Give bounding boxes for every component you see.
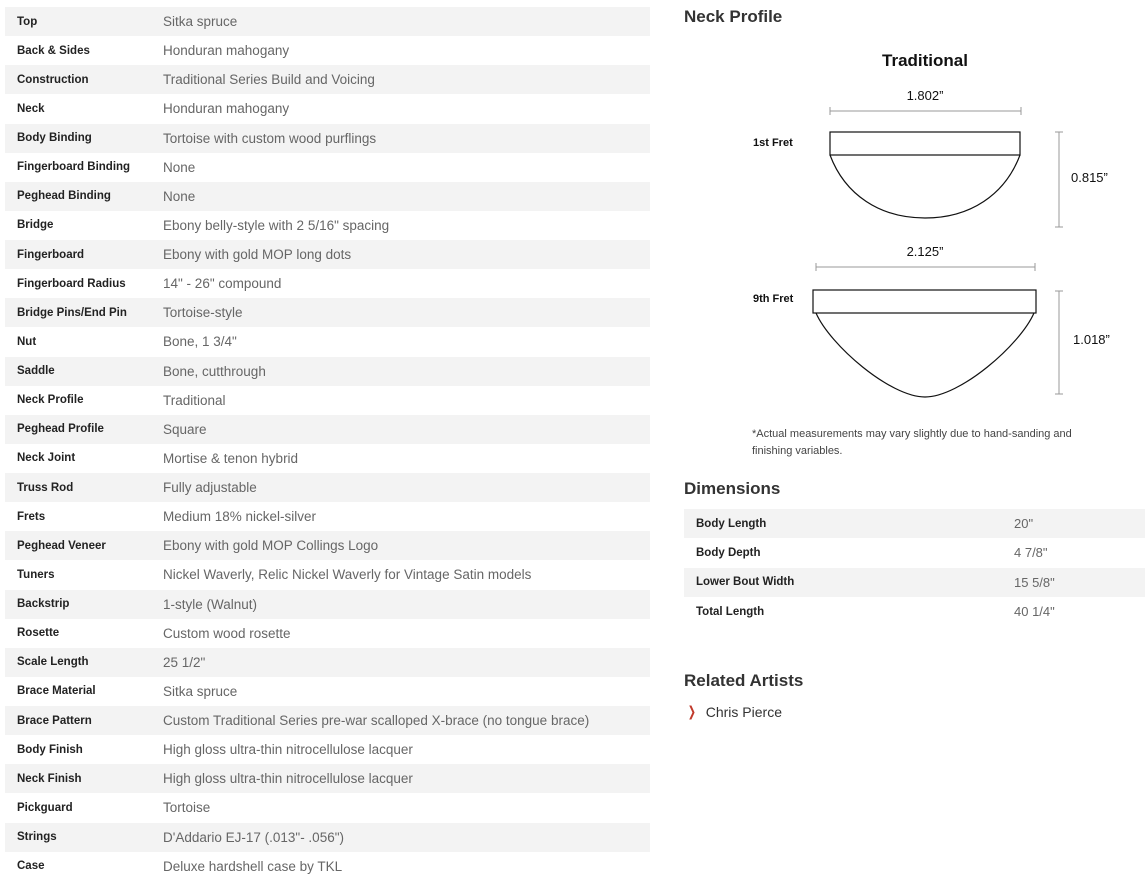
spec-row bbox=[5, 531, 650, 560]
dimension-value: 20" bbox=[1014, 516, 1034, 532]
spec-row bbox=[5, 706, 650, 735]
spec-row bbox=[5, 327, 650, 356]
spec-row bbox=[5, 823, 650, 852]
spec-row bbox=[5, 240, 650, 269]
dimension-name: Total Length bbox=[696, 605, 765, 618]
spec-value: 1-style (Walnut) bbox=[163, 596, 258, 612]
dimension-row bbox=[684, 568, 1145, 597]
spec-value: 14" - 26" compound bbox=[163, 276, 282, 292]
spec-value: 25 1/2" bbox=[163, 654, 206, 670]
spec-label: Neck Profile bbox=[17, 394, 84, 407]
spec-value: D'Addario EJ-17 (.013"- .056") bbox=[163, 829, 344, 845]
spec-label: Body Binding bbox=[17, 132, 92, 145]
spec-label: Tuners bbox=[17, 568, 55, 581]
spec-label: Frets bbox=[17, 510, 46, 523]
spec-row bbox=[5, 182, 650, 211]
spec-value: High gloss ultra-thin nitrocellulose lacquer bbox=[163, 742, 413, 758]
neck-profile-diagram bbox=[740, 45, 1120, 405]
dimension-value: 4 7/8" bbox=[1014, 545, 1048, 561]
spec-value: None bbox=[163, 159, 196, 175]
spec-value: Custom Traditional Series pre-war scalloped X-brace (no tongue brace) bbox=[163, 713, 590, 729]
neck-profile-name: Traditional bbox=[882, 51, 968, 70]
fret1-width-label: 1.802” bbox=[906, 88, 944, 103]
fret1-fingerboard-shape bbox=[830, 132, 1020, 155]
dimension-row bbox=[684, 509, 1145, 538]
related-artists-heading: Related Artists bbox=[684, 671, 804, 690]
spec-label: Truss Rod bbox=[17, 481, 74, 494]
spec-row bbox=[5, 211, 650, 240]
dimension-name: Lower Bout Width bbox=[696, 576, 795, 589]
spec-label: Rosette bbox=[17, 627, 60, 640]
spec-row bbox=[5, 65, 650, 94]
spec-label: Neck Finish bbox=[17, 772, 82, 785]
spec-label: Bridge Pins/End Pin bbox=[17, 306, 127, 319]
spec-label: Fingerboard Binding bbox=[17, 161, 131, 174]
spec-value: Square bbox=[163, 421, 207, 437]
spec-row bbox=[5, 7, 650, 36]
spec-row bbox=[5, 793, 650, 822]
spec-row bbox=[5, 357, 650, 386]
fret1-neck-shape bbox=[830, 155, 1020, 218]
spec-value: Bone, cutthrough bbox=[163, 363, 266, 379]
spec-label: Fingerboard Radius bbox=[17, 277, 126, 290]
spec-label: Peghead Veneer bbox=[17, 539, 106, 552]
spec-row bbox=[5, 473, 650, 502]
spec-row bbox=[5, 94, 650, 123]
spec-row bbox=[5, 124, 650, 153]
dimension-row bbox=[684, 597, 1145, 626]
fret9-fingerboard-shape bbox=[813, 290, 1036, 313]
spec-row bbox=[5, 386, 650, 415]
spec-value: Honduran mahogany bbox=[163, 101, 290, 117]
artist-link-chris-pierce[interactable] bbox=[686, 703, 782, 720]
dimension-value: 15 5/8" bbox=[1014, 574, 1055, 590]
fret9-width-label: 2.125” bbox=[906, 244, 944, 259]
spec-value: Deluxe hardshell case by TKL bbox=[163, 858, 343, 874]
spec-label: Peghead Profile bbox=[17, 423, 104, 436]
spec-value: Tortoise bbox=[163, 800, 211, 816]
dimensions-heading: Dimensions bbox=[684, 479, 781, 498]
spec-row bbox=[5, 502, 650, 531]
spec-row bbox=[5, 648, 650, 677]
measurement-note: *Actual measurements may vary slightly due to hand-sanding and finishing variables. bbox=[752, 428, 1072, 457]
spec-value: Mortise & tenon hybrid bbox=[163, 450, 299, 466]
spec-value: High gloss ultra-thin nitrocellulose lacquer bbox=[163, 771, 413, 787]
spec-label: Top bbox=[17, 15, 38, 28]
spec-label: Brace Material bbox=[17, 685, 96, 698]
dimension-name: Body Depth bbox=[696, 546, 761, 559]
spec-value: Custom wood rosette bbox=[163, 625, 291, 641]
spec-label: Case bbox=[17, 860, 45, 873]
dimension-name: Body Length bbox=[696, 517, 767, 530]
spec-row bbox=[5, 36, 650, 65]
dimension-value: 40 1/4" bbox=[1014, 604, 1055, 620]
spec-value: None bbox=[163, 188, 196, 204]
spec-label: Construction bbox=[17, 73, 89, 86]
spec-row bbox=[5, 764, 650, 793]
chevron-right-icon: ❯ bbox=[687, 703, 696, 719]
spec-value: Sitka spruce bbox=[163, 14, 238, 30]
spec-label: Strings bbox=[17, 831, 57, 844]
spec-value: Ebony belly-style with 2 5/16" spacing bbox=[163, 217, 390, 233]
spec-label: Fingerboard bbox=[17, 248, 85, 261]
spec-row bbox=[5, 298, 650, 327]
fret9-label: 9th Fret bbox=[753, 293, 794, 305]
spec-label: Pickguard bbox=[17, 801, 73, 814]
spec-row bbox=[5, 590, 650, 619]
spec-label: Saddle bbox=[17, 365, 55, 378]
fret9-depth-label: 1.018” bbox=[1073, 332, 1110, 347]
spec-value: Ebony with gold MOP long dots bbox=[163, 247, 352, 263]
spec-value: Honduran mahogany bbox=[163, 43, 290, 59]
spec-value: Traditional bbox=[163, 392, 226, 408]
spec-label: Nut bbox=[17, 335, 37, 348]
spec-row bbox=[5, 415, 650, 444]
specs-table bbox=[5, 7, 650, 881]
dimensions-table bbox=[684, 509, 1145, 626]
neck-profile-heading: Neck Profile bbox=[684, 7, 783, 26]
fret1-label: 1st Fret bbox=[753, 137, 793, 149]
spec-value: Medium 18% nickel-silver bbox=[163, 509, 317, 525]
fret9-neck-shape bbox=[816, 313, 1034, 397]
spec-label: Bridge bbox=[17, 219, 54, 232]
spec-value: Fully adjustable bbox=[163, 480, 257, 496]
spec-row bbox=[5, 735, 650, 764]
spec-row bbox=[5, 852, 650, 881]
spec-row bbox=[5, 153, 650, 182]
dimension-row bbox=[684, 538, 1145, 567]
spec-label: Neck Joint bbox=[17, 452, 76, 465]
spec-label: Back & Sides bbox=[17, 44, 90, 57]
spec-value: Tortoise-style bbox=[163, 305, 243, 321]
spec-value: Tortoise with custom wood purflings bbox=[163, 130, 377, 146]
spec-row bbox=[5, 269, 650, 298]
spec-label: Peghead Binding bbox=[17, 190, 111, 203]
spec-label: Body Finish bbox=[17, 743, 83, 756]
fret1-depth-label: 0.815” bbox=[1071, 170, 1108, 185]
artist-name: Chris Pierce bbox=[705, 703, 782, 720]
spec-label: Scale Length bbox=[17, 656, 89, 669]
spec-value: Sitka spruce bbox=[163, 683, 238, 699]
spec-label: Brace Pattern bbox=[17, 714, 92, 727]
spec-row bbox=[5, 677, 650, 706]
spec-value: Ebony with gold MOP Collings Logo bbox=[163, 538, 379, 554]
spec-row bbox=[5, 619, 650, 648]
spec-value: Bone, 1 3/4" bbox=[163, 334, 237, 350]
spec-value: Traditional Series Build and Voicing bbox=[163, 72, 375, 88]
spec-label: Backstrip bbox=[17, 598, 70, 611]
spec-label: Neck bbox=[17, 102, 45, 115]
spec-value: Nickel Waverly, Relic Nickel Waverly for Vintage Satin models bbox=[163, 567, 532, 583]
spec-row bbox=[5, 560, 650, 589]
spec-row bbox=[5, 444, 650, 473]
